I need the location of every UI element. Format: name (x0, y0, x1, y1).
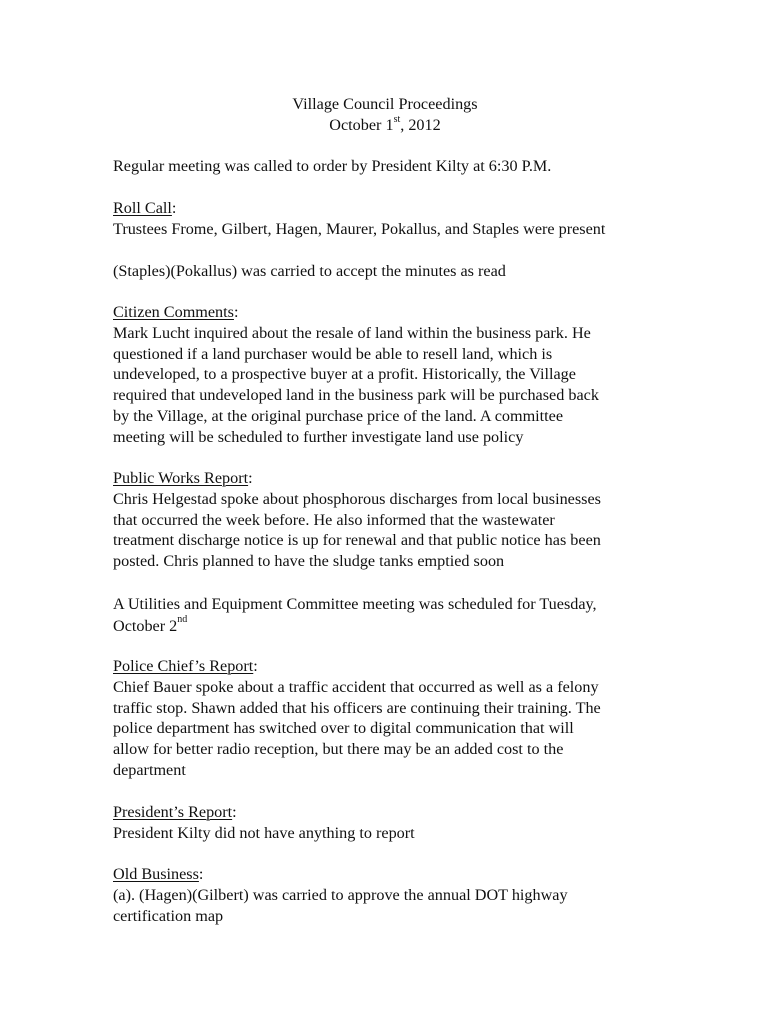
old-business-heading-colon: : (198, 865, 204, 883)
old-business-heading-text: Old Business (113, 865, 199, 883)
citizen-comments-line: undeveloped, to a prospective buyer at a profit. Historically, the Village (113, 365, 576, 384)
old-business-heading (113, 864, 673, 885)
old-business-section (113, 864, 673, 926)
date-superscript: st (393, 113, 401, 125)
police-report-line: traffic stop. Shawn added that his officers are continuing their training. The (113, 698, 601, 717)
intro-text: Regular meeting was called to order by President Kilty at 6:30 P.M. (113, 157, 552, 175)
public-works-line: treatment discharge notice is up for renewal and that public notice has been (113, 531, 601, 550)
police-report-line: allow for better radio reception, but there may be an added cost to the (113, 740, 564, 759)
utilities-date-main: October 2 (113, 616, 178, 635)
police-report-line: police department has switched over to digital communication that will (113, 719, 574, 738)
public-works-heading-text: Public Works Report (113, 469, 249, 487)
citizen-comments-heading-text: Citizen Comments (113, 303, 234, 321)
public-works-section (113, 468, 673, 572)
date-year: , 2012 (400, 116, 441, 134)
public-works-line: that occurred the week before. He also informed that the wastewater (113, 510, 555, 529)
document-date (0, 115, 770, 136)
date-main: October 1 (329, 116, 394, 134)
police-report-heading-colon: : (253, 657, 258, 675)
old-business-line: (a). (Hagen)(Gilbert) was carried to approve the annual DOT highway (113, 885, 568, 904)
public-works-line: posted. Chris planned to have the sludge tanks emptied soon (113, 552, 505, 571)
police-report-line: Chief Bauer spoke about a traffic accident that occurred as well as a felony (113, 677, 599, 696)
public-works-heading (113, 468, 673, 489)
police-report-heading (113, 656, 673, 677)
citizen-comments-heading (113, 302, 673, 323)
citizen-comments-line: questioned if a land purchaser would be able to resell land, which is (113, 344, 553, 363)
utilities-date-line (113, 616, 673, 637)
citizen-comments-section (113, 302, 673, 448)
minutes-motion-paragraph (113, 261, 673, 282)
roll-call-section (113, 198, 673, 240)
roll-call-line: Trustees Frome, Gilbert, Hagen, Maurer, Pokallus, and Staples were present (113, 219, 606, 238)
citizen-comments-line: Mark Lucht inquired about the resale of land within the business park. He (113, 323, 591, 342)
roll-call-heading-colon: : (171, 199, 177, 217)
president-report-heading (113, 802, 673, 823)
president-report-line: President Kilty did not have anything to report (113, 823, 415, 842)
utilities-paragraph (113, 594, 673, 637)
roll-call-heading (113, 198, 673, 219)
police-report-section (113, 656, 673, 781)
utilities-line: A Utilities and Equipment Committee meeting was scheduled for Tuesday, (113, 595, 597, 613)
citizen-comments-line: required that undeveloped land in the business park will be purchased back (113, 386, 599, 405)
citizen-comments-line: meeting will be scheduled to further investigate land use policy (113, 427, 524, 446)
president-report-heading-text: President’s Report (113, 803, 233, 821)
public-works-heading-colon: : (248, 469, 253, 487)
police-report-line: department (113, 760, 186, 779)
minutes-motion-text: (Staples)(Pokallus) was carried to accept the minutes as read (113, 262, 506, 280)
old-business-line: certification map (113, 906, 224, 925)
document-title-text: Village Council Proceedings (292, 95, 478, 113)
intro-paragraph (113, 156, 673, 177)
president-report-section (113, 802, 673, 844)
public-works-line: Chris Helgestad spoke about phosphorous discharges from local businesses (113, 489, 601, 508)
roll-call-heading-text: Roll Call (113, 199, 172, 217)
document-title (0, 94, 770, 115)
citizen-comments-line: by the Village, at the original purchase price of the land. A committee (113, 406, 564, 425)
citizen-comments-heading-colon: : (233, 303, 239, 321)
police-report-heading-text: Police Chief’s Report (113, 657, 254, 675)
utilities-date-superscript: nd (177, 614, 188, 626)
president-report-heading-colon: : (232, 803, 237, 821)
